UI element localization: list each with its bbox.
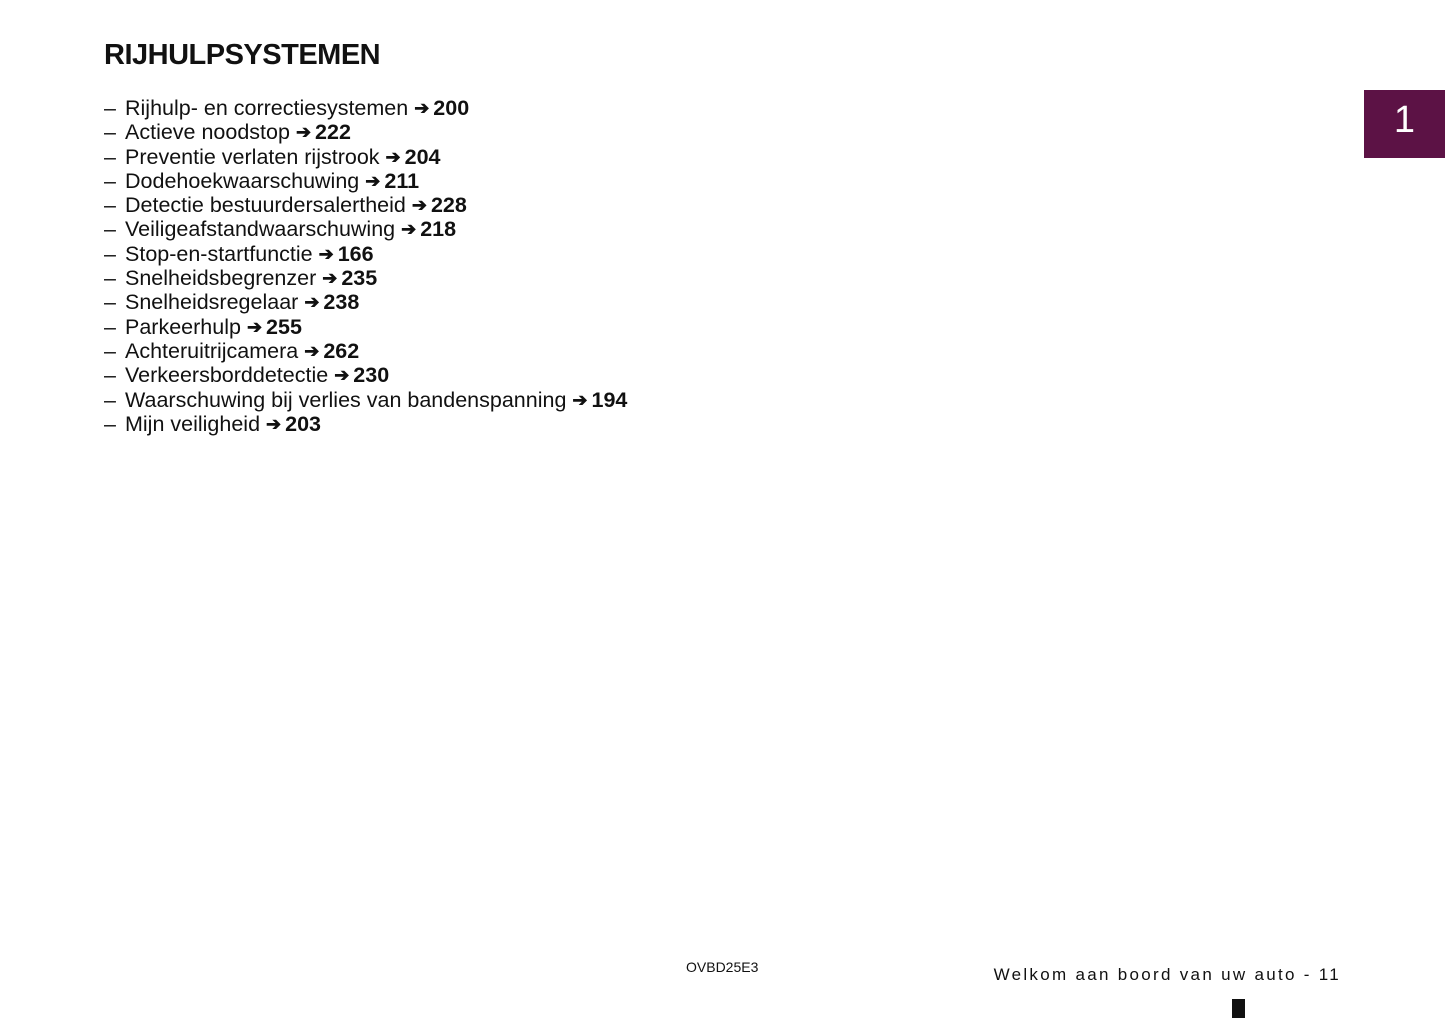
list-item[interactable] [104,412,627,436]
list-dash: – [104,338,116,363]
arrow-icon: ➔ [385,146,401,167]
item-label: Dodehoekwaarschuwing [125,168,360,193]
page-reference[interactable]: 262 [323,338,360,363]
page-reference[interactable]: 228 [430,193,467,218]
item-label: Parkeerhulp [125,314,241,339]
page-reference[interactable]: 222 [315,120,351,145]
item-label: Achteruitrijcamera [125,338,299,363]
item-label: Actieve noodstop [125,120,290,145]
arrow-icon: ➔ [246,316,263,337]
page-reference[interactable]: 194 [591,387,628,412]
document-code: OVBD25E3 [686,959,759,975]
item-label: Waarschuwing bij verlies van bandenspanning [125,387,567,412]
page-reference[interactable]: 218 [420,217,457,242]
page-reference[interactable]: 200 [433,96,470,120]
arrow-icon: ➔ [365,170,381,191]
chapter-tab[interactable] [1364,90,1445,158]
item-label: Rijhulp- en correctiesystemen [125,96,409,120]
arrow-icon: ➔ [304,340,320,361]
list-item[interactable] [104,120,627,144]
list-dash: – [104,387,116,412]
item-label: Detectie bestuurdersalertheid [125,193,406,218]
page-reference[interactable]: 238 [323,290,360,315]
list-dash: – [104,217,116,242]
toc-list [104,96,627,436]
arrow-icon: ➔ [401,219,417,240]
list-item[interactable] [104,339,627,363]
list-dash: – [104,411,116,436]
page-reference[interactable]: 255 [266,314,302,339]
item-label: Snelheidsregelaar [125,290,299,315]
list-item[interactable] [104,315,627,339]
list-item[interactable] [104,388,627,412]
arrow-icon: ➔ [411,195,427,216]
arrow-icon: ➔ [414,98,430,118]
page-footer: Welkom aan boord van uw auto - 11 [993,965,1341,984]
arrow-icon: ➔ [266,413,282,434]
list-dash: – [104,290,116,315]
page-reference[interactable]: 204 [404,144,441,169]
list-dash: – [104,314,116,339]
chapter-number: 1 [1393,99,1416,141]
list-dash: – [104,120,116,145]
page-reference[interactable]: 235 [341,266,378,291]
list-dash: – [104,168,116,193]
list-dash: – [104,363,116,388]
list-item[interactable] [104,217,627,241]
item-label: Snelheidsbegrenzer [125,266,317,291]
page-reference[interactable]: 203 [285,411,322,436]
list-item[interactable] [104,242,627,266]
list-item[interactable] [104,145,627,169]
arrow-icon: ➔ [304,292,320,313]
arrow-icon: ➔ [572,389,588,410]
list-item[interactable] [104,363,627,387]
list-dash: – [104,193,116,218]
list-item[interactable] [104,193,627,217]
item-label: Veiligeafstandwaarschuwing [125,217,396,242]
list-dash: – [104,241,116,266]
footer-marker [1232,999,1245,1018]
list-item[interactable] [104,96,627,120]
item-label: Preventie verlaten rijstrook [125,144,380,169]
list-dash: – [104,144,116,169]
item-label: Stop-en-startfunctie [125,241,313,266]
arrow-icon: ➔ [322,268,338,289]
page-reference[interactable]: 211 [384,168,420,193]
list-item[interactable] [104,266,627,290]
arrow-icon: ➔ [318,243,334,264]
item-label: Verkeersborddetectie [125,363,329,388]
page-reference[interactable]: 230 [353,363,390,388]
item-label: Mijn veiligheid [125,411,261,436]
list-item[interactable] [104,169,627,193]
list-dash: – [104,266,116,291]
list-item[interactable] [104,290,627,314]
list-dash: – [104,96,116,120]
arrow-icon: ➔ [295,122,312,143]
arrow-icon: ➔ [334,365,350,386]
page-title: RIJHULPSYSTEMEN [104,39,381,71]
page-reference[interactable]: 166 [337,241,374,266]
